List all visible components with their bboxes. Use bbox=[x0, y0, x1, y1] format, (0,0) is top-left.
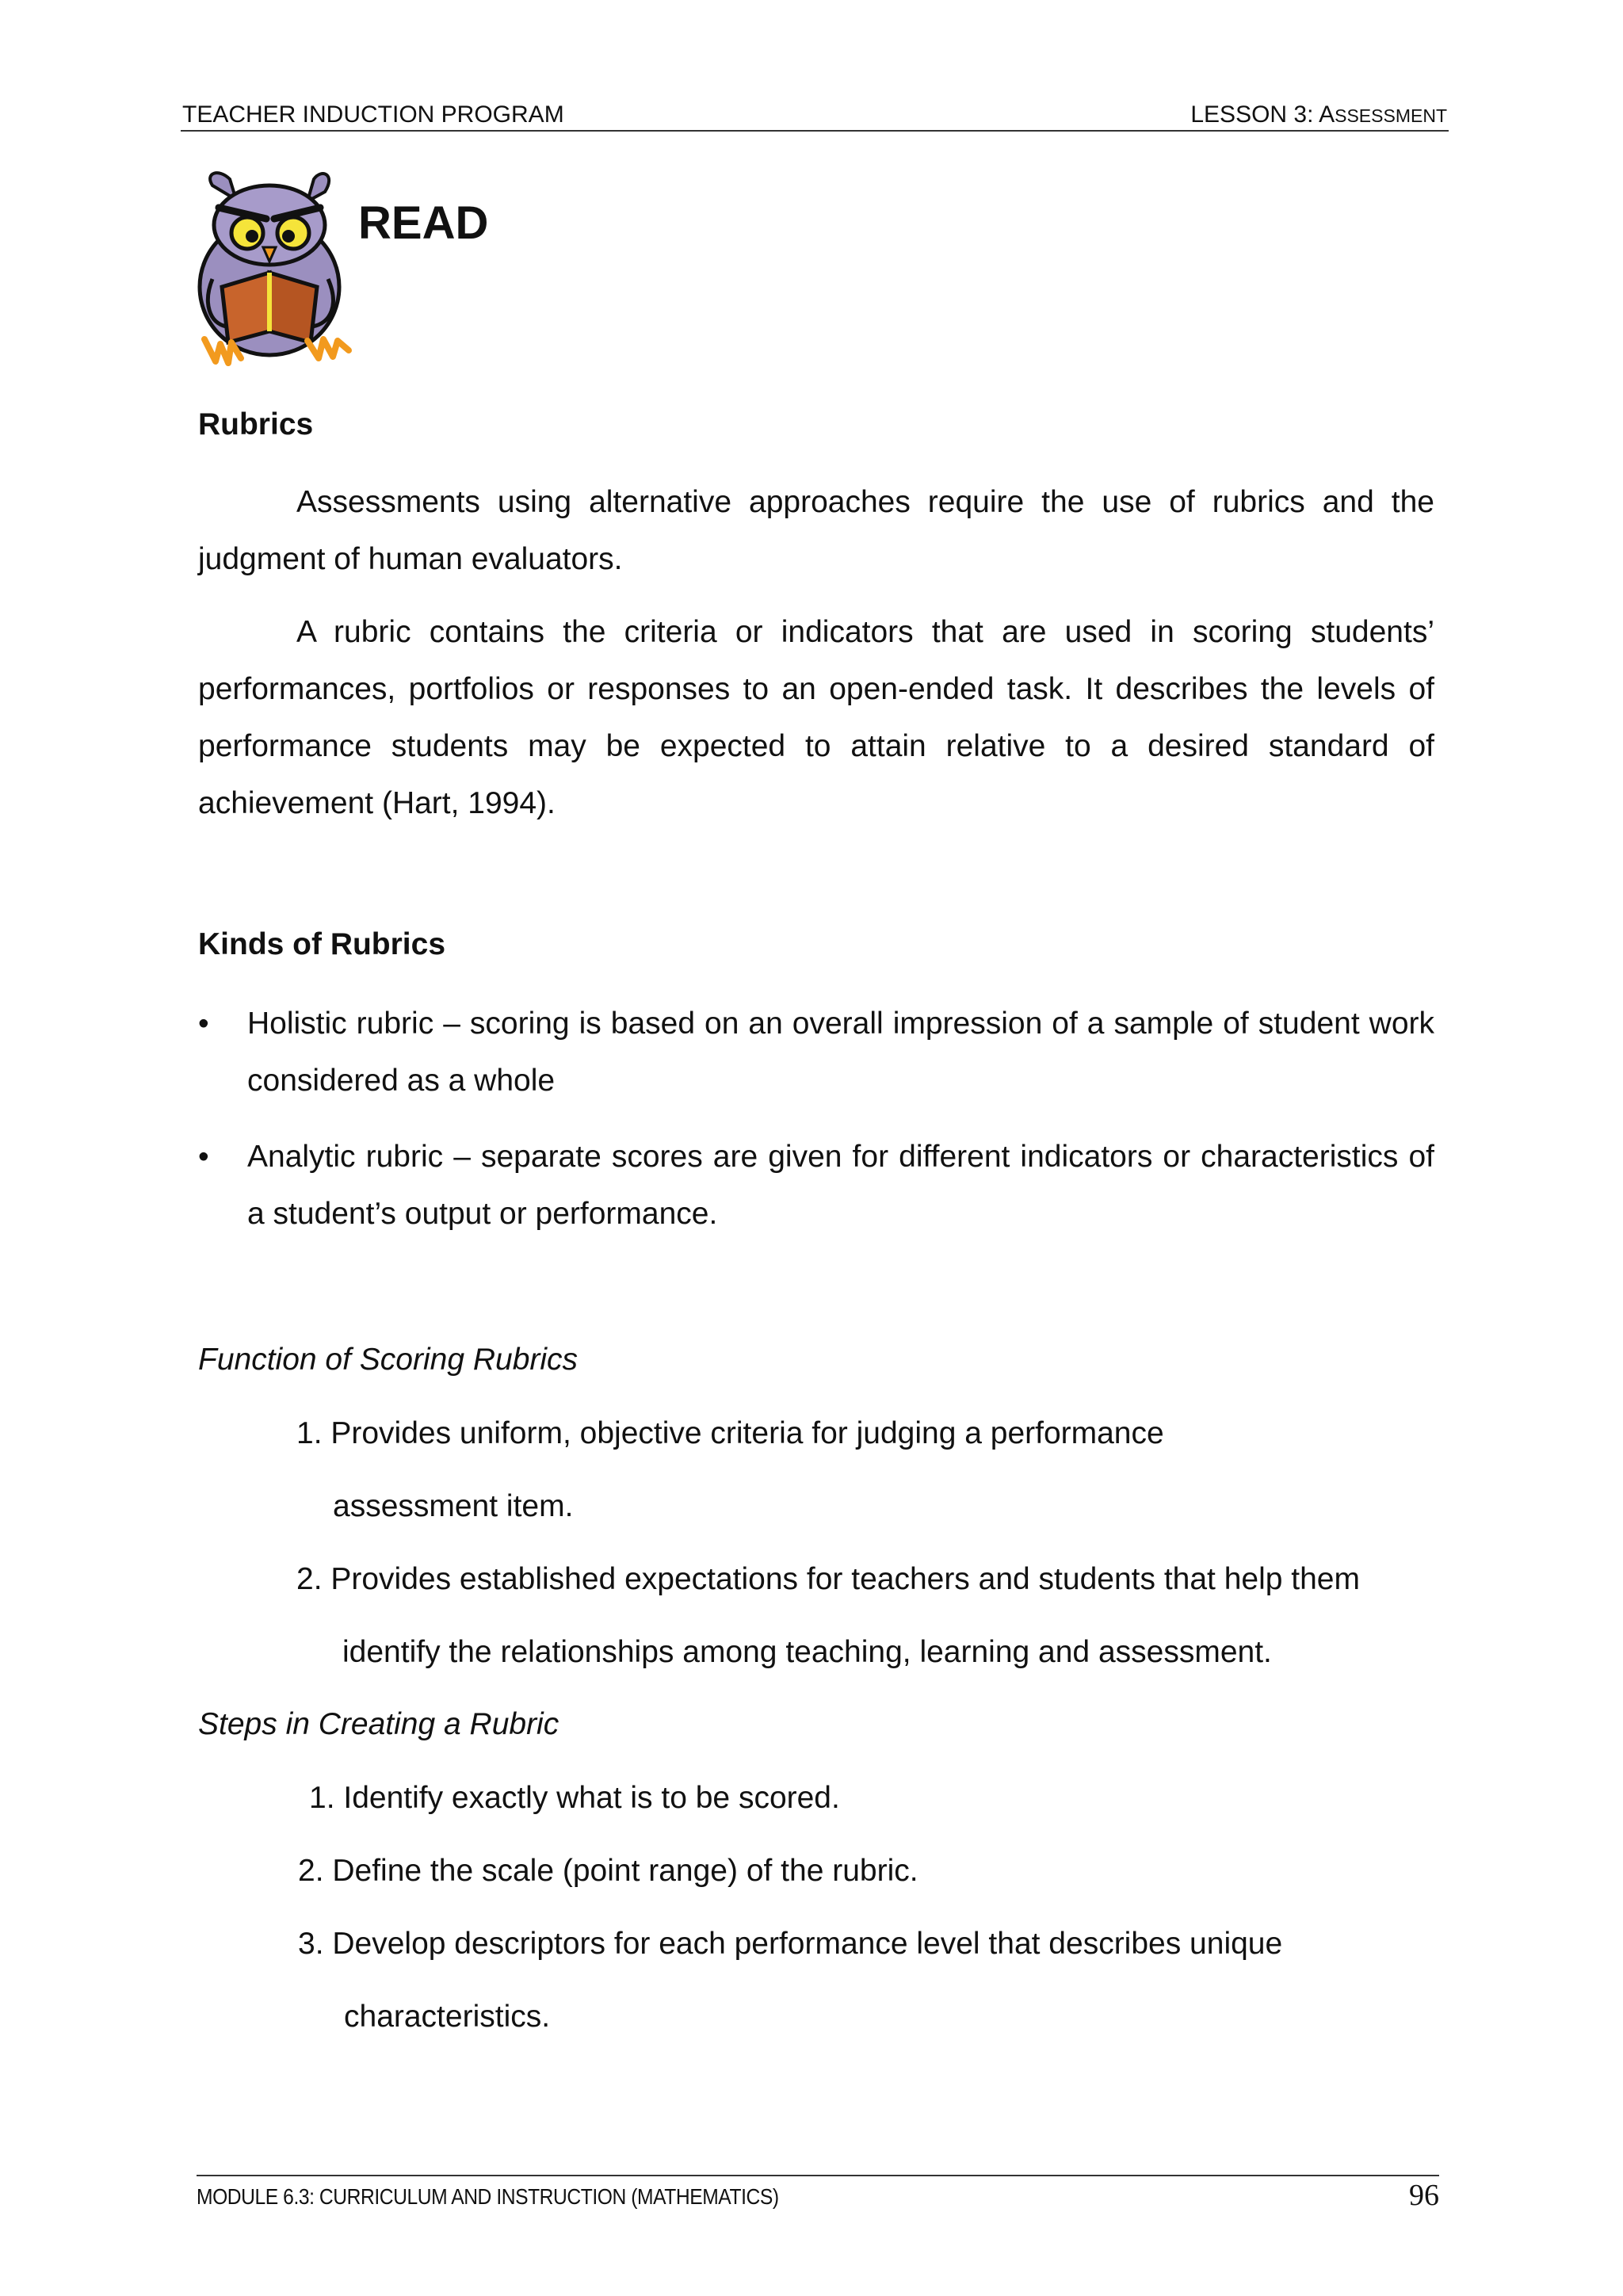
function-item-1-line-1: 1. Provides uniform, objective criteria for judging a performance bbox=[296, 1416, 1164, 1450]
read-title: READ bbox=[358, 197, 489, 249]
list-item bbox=[198, 995, 1434, 1110]
header-program-title: TEACHER INDUCTION PROGRAM bbox=[182, 101, 564, 128]
rubrics-body bbox=[198, 474, 1434, 832]
function-heading: Function of Scoring Rubrics bbox=[198, 1343, 579, 1377]
steps-item-3-line-1: 3. Develop descriptors for each performance level that describes unique bbox=[298, 1927, 1283, 1961]
page-number: 96 bbox=[1409, 2179, 1439, 2212]
kinds-heading: Kinds of Rubrics bbox=[198, 927, 446, 961]
function-item-2-line-2: identify the relationships among teaching, learning and assessment. bbox=[342, 1635, 1272, 1669]
rubrics-heading: Rubrics bbox=[198, 407, 314, 441]
steps-heading: Steps in Creating a Rubric bbox=[198, 1707, 559, 1741]
owl-reading-icon bbox=[181, 168, 371, 371]
analytic-rubric-text: Analytic rubric – separate scores are given for different indicators or characteristics of a student’s output or performance. bbox=[247, 1140, 1434, 1231]
holistic-rubric-text: Holistic rubric – scoring is based on an overall impression of a sample of student work considered as a whole bbox=[247, 1007, 1434, 1098]
steps-item-2: 2. Define the scale (point range) of the rubric. bbox=[298, 1854, 918, 1888]
header-lesson-title: LESSON 3: ASSESSMENT bbox=[1190, 101, 1447, 128]
page-header bbox=[181, 97, 1449, 132]
rubrics-paragraph-2: A rubric contains the criteria or indicators that are used in scoring students’ performances, portfolios or responses to an open-ended task. It describes the levels of performance students may be expected to attain relative to a desired standard of achievement (Hart, 1994). bbox=[198, 615, 1434, 820]
steps-item-3-line-2: characteristics. bbox=[344, 2000, 551, 2034]
footer-module-title: MODULE 6.3: CURRICULUM AND INSTRUCTION (MATHEMATICS) bbox=[197, 2184, 779, 2209]
steps-item-1: 1. Identify exactly what is to be scored. bbox=[309, 1781, 840, 1815]
list-item bbox=[198, 1129, 1434, 1243]
bullet-icon: • bbox=[198, 1007, 209, 1041]
bullet-icon: • bbox=[198, 1140, 209, 1174]
rubrics-paragraph-1: Assessments using alternative approaches require the use of rubrics and the judgment of human evaluators. bbox=[198, 485, 1434, 576]
function-item-2-line-1: 2. Provides established expectations for teachers and students that help them bbox=[296, 1562, 1360, 1596]
footer-rule bbox=[197, 2175, 1439, 2176]
function-item-1-line-2: assessment item. bbox=[333, 1489, 574, 1523]
